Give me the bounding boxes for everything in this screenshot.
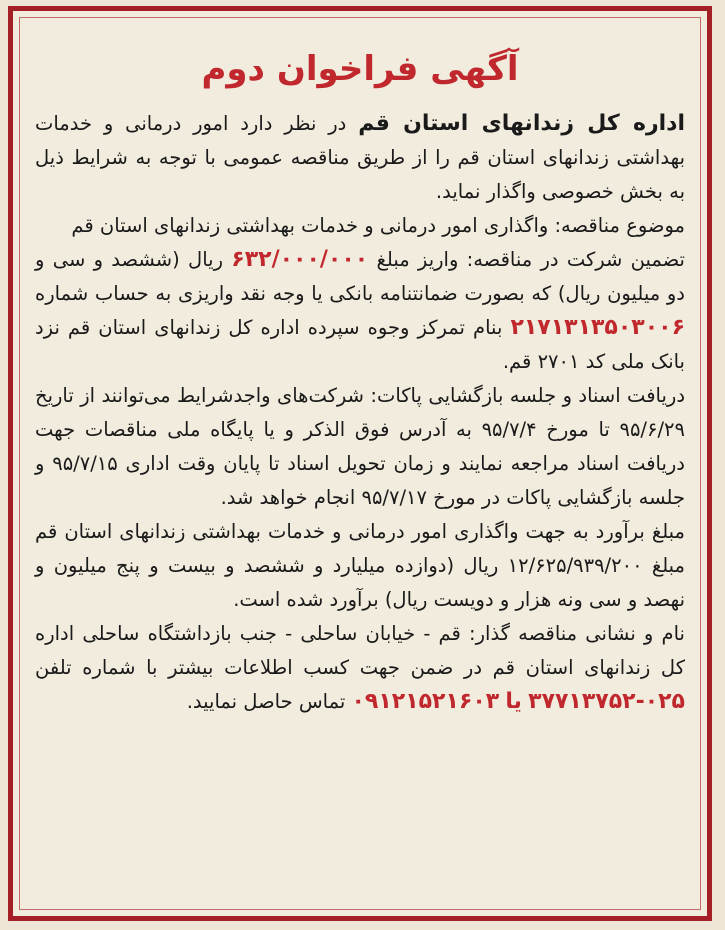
ad-frame bbox=[8, 6, 712, 921]
guarantee-text-a: تضمین شرکت در مناقصه: واریز مبلغ bbox=[376, 248, 685, 271]
phone-landline: ۰۲۵-۳۷۷۱۳۷۵۲ bbox=[528, 689, 685, 714]
guarantee-text-b: ریال (ششصد و سی و دو میلیون ریال) که بصورت ضمانتنامه بانکی یا وجه نقد واریزی به حساب شماره bbox=[35, 248, 685, 305]
estimate-paragraph: مبلغ برآورد به جهت واگذاری امور درمانی و خدمات بهداشتی زندانهای استان قم مبلغ ۱۲/۶۲۵/۹۳۹/۲۰۰ ریال (دوازده میلیارد و ششصد و بیست و پنج میلیون و نهصد و سی ونه هزار و دویست ریال) برآورد شده است. bbox=[35, 520, 685, 611]
contact-paragraph bbox=[35, 617, 685, 719]
documents-paragraph: دریافت اسناد و جلسه بازگشایی پاکات: شرکت‌های واجدشرایط می‌توانند از تاریخ ۹۵/۶/۲۹ تا مورخ ۹۵/۷/۴ به آدرس فوق الذکر و یا پایگاه ملی مناقصات جهت دریافت اسناد مراجعه نمایند و زمان تحویل اسناد تا پایان وقت اداری ۹۵/۷/۱۵ و جلسه بازگشایی پاکات در مورخ ۹۵/۷/۱۷ انجام خواهد شد. bbox=[35, 384, 685, 509]
contact-text-a: نام و نشانی مناقصه گذار: قم - خیابان ساحلی - جنب بازداشتگاه ساحلی اداره کل زندانهای استان قم در ضمن جهت کسب اطلاعات بیشتر با شماره تلفن bbox=[35, 622, 685, 679]
ad-content bbox=[35, 49, 685, 719]
guarantee-text-c: بنام تمرکز وجوه سپرده اداره کل زندانهای استان قم نزد بانک ملی کد ۲۷۰۱ قم. bbox=[35, 316, 685, 373]
contact-text-b: تماس حاصل نمایید. bbox=[186, 690, 346, 713]
phone-or: یا bbox=[505, 689, 522, 714]
phone-mobile: ۰۹۱۲۱۵۲۱۶۰۳ bbox=[351, 689, 500, 714]
intro-text: در نظر دارد امور درمانی و خدمات بهداشتی زندانهای استان قم را از طریق مناقصه عمومی با توجه به شرایط ذیل به بخش خصوصی واگذار نماید. bbox=[35, 112, 685, 203]
account-number: ۲۱۷۱۳۱۳۵۰۳۰۰۶ bbox=[510, 315, 685, 340]
guarantee-paragraph bbox=[35, 243, 685, 379]
guarantee-amount: ۶۳۲/۰۰۰/۰۰۰ bbox=[231, 247, 369, 272]
intro-paragraph bbox=[35, 107, 685, 209]
organization-name: اداره کل زندانهای استان قم bbox=[358, 111, 686, 136]
subject-paragraph: موضوع مناقصه: واگذاری امور درمانی و خدمات بهداشتی زندانهای استان قم bbox=[71, 214, 685, 237]
ad-title: آگهی فراخوان دوم bbox=[201, 49, 519, 89]
